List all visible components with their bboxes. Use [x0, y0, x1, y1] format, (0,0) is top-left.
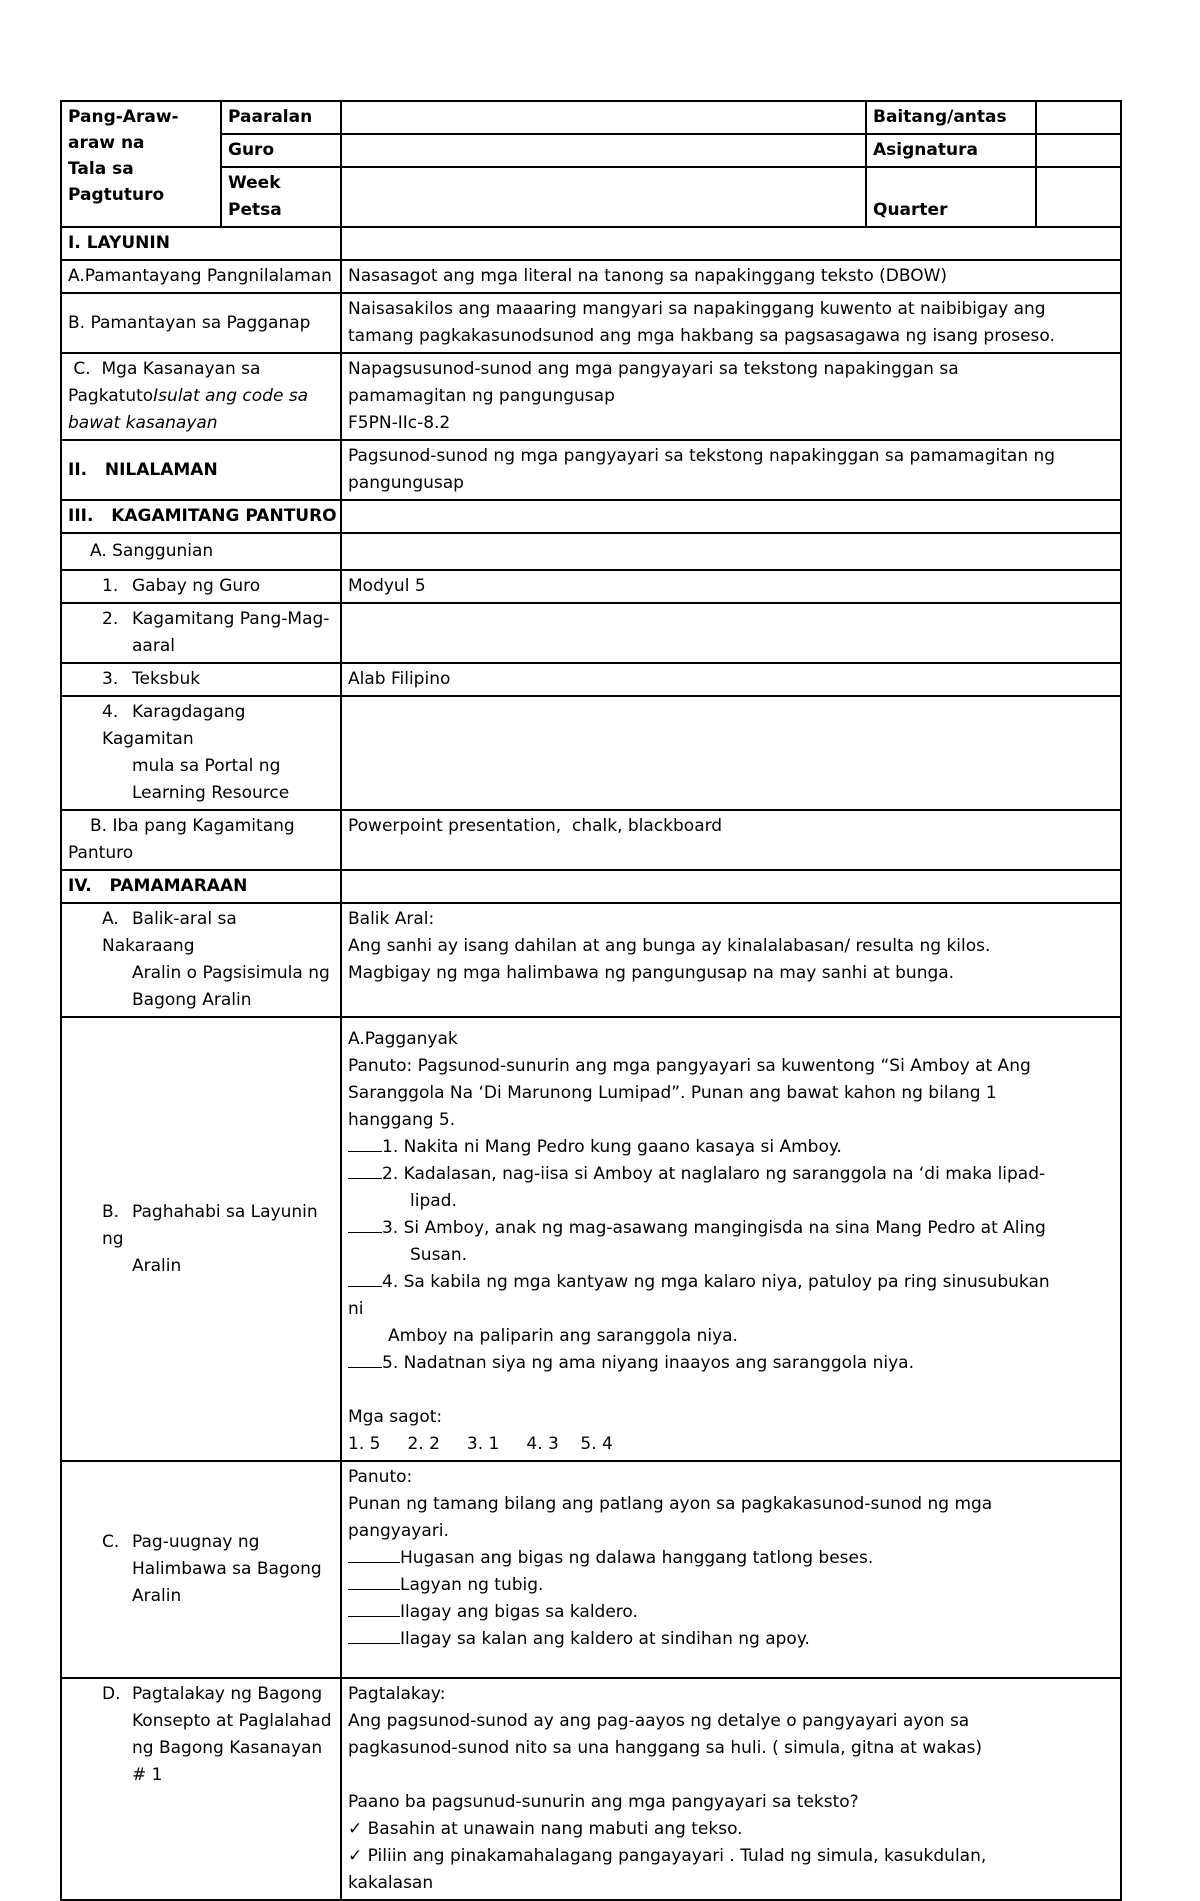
text-line: Ang pagsunod-sunod ay ang pag-aayos ng detalye o pangyayari ayon sa — [348, 1711, 970, 1731]
item-label: Gabay ng Guro — [132, 576, 261, 596]
answer-blank[interactable] — [348, 1615, 400, 1617]
plan-title — [61, 101, 221, 227]
pagganyak-item — [348, 1134, 1114, 1161]
pagganyak-item — [348, 1215, 1114, 1242]
item-label-cont: Aralin — [132, 1255, 182, 1276]
answer-blank[interactable] — [348, 1177, 382, 1179]
text-line: Pagsunod-sunod ng mga pangyayari sa tekstong napakinggan sa pamamagitan ng — [348, 446, 1056, 466]
iba-pang-kagamitan-row — [61, 810, 1121, 870]
item-label-cont: ng Bagong Kasanayan # 1 — [132, 1738, 323, 1785]
title-line: araw na — [68, 133, 145, 153]
asignatura-label: Asignatura — [866, 134, 1036, 167]
layunin-b-label: B. Pamantayan sa Pagganap — [61, 293, 341, 353]
title-line: Pang-Araw- — [68, 107, 179, 127]
item-label-cont: Konsepto at Paglalahad — [132, 1711, 332, 1731]
text-line: kakalasan — [348, 1873, 434, 1893]
paaralan-field[interactable] — [341, 101, 866, 134]
item-text-cont: Amboy na paliparin ang saranggola niya. — [388, 1326, 738, 1346]
item-text: Lagyan ng tubig. — [400, 1575, 544, 1595]
item-number: 2. — [102, 609, 119, 629]
kagamitan-item-label — [61, 696, 341, 810]
asignatura-field[interactable] — [1036, 134, 1121, 167]
item-label: Teksbuk — [132, 669, 201, 689]
pamamaraan-d-value — [341, 1678, 1121, 1900]
text-line: tamang pagkakasunodsunod ang mga hakbang sa pagsasagawa ng isang proseso. — [348, 326, 1055, 346]
item-label-cont: Bagong Aralin — [132, 990, 252, 1010]
item-text: Ilagay sa kalan ang kaldero at sindihan ng apoy. — [400, 1629, 810, 1649]
item-text: Si Amboy, anak ng mag-asawang mangingisda na sina Mang Pedro at Aling — [398, 1218, 1046, 1238]
iba-pang-kagamitan-value: Powerpoint presentation, chalk, blackboard — [341, 810, 1121, 870]
item-number: 5. — [382, 1353, 399, 1373]
pamamaraan-a-row — [61, 903, 1121, 1017]
answer-blank[interactable] — [348, 1588, 400, 1590]
pamamaraan-b-value — [341, 1017, 1121, 1461]
item-text-cont: ni — [348, 1299, 364, 1319]
fill-item — [348, 1572, 1114, 1599]
pamamaraan-heading-row — [61, 870, 1121, 903]
item-number: 4. — [102, 702, 119, 722]
pamamaraan-c-label — [61, 1461, 341, 1678]
text-line: Pagtalakay: — [348, 1684, 446, 1704]
text-line: Panturo — [68, 843, 134, 863]
kagamitan-heading-value — [341, 500, 1121, 533]
baitang-label: Baitang/antas — [866, 101, 1036, 134]
layunin-heading-row — [61, 227, 1121, 260]
item-text: Sa kabila ng mga kantyaw ng mga kalaro niya, patuloy pa ring sinusubukan — [398, 1272, 1050, 1292]
text-line: Panuto: Pagsunod-sunurin ang mga pangyayari sa kuwentong “Si Amboy at Ang — [348, 1056, 1031, 1076]
pamamaraan-c-value — [341, 1461, 1121, 1678]
layunin-c-row — [61, 353, 1121, 440]
layunin-c-label — [61, 353, 341, 440]
nilalaman-heading: II. NILALAMAN — [61, 440, 341, 500]
kagamitan-item-value — [341, 696, 1121, 810]
item-label-cont: Aralin o Pagsisimula ng — [132, 963, 330, 983]
kagamitan-item-label — [61, 603, 341, 663]
pamamaraan-c-row — [61, 1461, 1121, 1678]
text-line: pangyayari. — [348, 1521, 449, 1541]
layunin-b-value — [341, 293, 1121, 353]
item-number: 2. — [382, 1164, 399, 1184]
pagganyak-item — [348, 1161, 1114, 1188]
kagamitan-item-value: Modyul 5 — [341, 570, 1121, 603]
text-line: hanggang 5. — [348, 1110, 456, 1130]
week-label: Week — [228, 173, 281, 193]
petsa-label: Petsa — [228, 200, 282, 220]
baitang-field[interactable] — [1036, 101, 1121, 134]
header-row-1 — [61, 101, 1121, 134]
quarter-label: Quarter — [866, 167, 1036, 226]
sanggunian-label: A. Sanggunian — [61, 533, 341, 570]
text-line: pangungusap — [348, 473, 464, 493]
kagamitan-item-1 — [61, 570, 1121, 603]
text-line: Naisasakilos ang maaaring mangyari sa napakinggang kuwento at naibibigay ang — [348, 299, 1046, 319]
text-line: Saranggola Na ‘Di Marunong Lumipad”. Punan ang bawat kahon ng bilang 1 — [348, 1083, 997, 1103]
paaralan-label: Paaralan — [221, 101, 341, 134]
spacer — [348, 1762, 1114, 1789]
sanggunian-row — [61, 533, 1121, 570]
item-number: C. — [102, 1532, 120, 1552]
quarter-field[interactable] — [1036, 167, 1121, 226]
answer-blank[interactable] — [348, 1231, 382, 1233]
kagamitan-heading-row — [61, 500, 1121, 533]
pamamaraan-a-value — [341, 903, 1121, 1017]
item-label-cont: aaral — [132, 636, 175, 656]
answer-blank[interactable] — [348, 1150, 382, 1152]
text-line: Paano ba pagsunud-sunurin ang mga pangyayari sa teksto? — [348, 1792, 859, 1812]
text-line: bawat kasanayan — [68, 413, 218, 433]
item-label: Karagdagang Kagamitan — [102, 702, 246, 749]
item-number: D. — [102, 1684, 121, 1704]
pagganyak-item — [348, 1269, 1114, 1296]
text-line: Magbigay ng mga halimbawa ng pangungusap na may sanhi at bunga. — [348, 963, 955, 983]
fill-item — [348, 1599, 1114, 1626]
kagamitan-item-value — [341, 603, 1121, 663]
guro-field[interactable] — [341, 134, 866, 167]
fill-item — [348, 1545, 1114, 1572]
item-text: Ilagay ang bigas sa kaldero. — [400, 1602, 638, 1622]
item-text-cont: lipad. — [410, 1191, 457, 1211]
lesson-plan-table — [60, 100, 1122, 1901]
item-number: A. — [102, 909, 119, 929]
kagamitan-item-2 — [61, 603, 1121, 663]
answer-blank[interactable] — [348, 1642, 400, 1644]
layunin-c-value — [341, 353, 1121, 440]
item-label-cont: mula sa Portal ng — [132, 756, 281, 776]
item-label-cont: Learning Resource — [132, 783, 290, 803]
item-text-cont: Susan. — [410, 1245, 468, 1265]
text-line: Balik Aral: — [348, 909, 435, 929]
kagamitan-item-label — [61, 663, 341, 696]
kagamitan-item-3 — [61, 663, 1121, 696]
text-line: Panuto: — [348, 1467, 413, 1487]
text-line: Punan ng tamang bilang ang patlang ayon sa pagkakasunod-sunod ng mga — [348, 1494, 993, 1514]
item-label: Balik-aral sa Nakaraang — [102, 909, 237, 956]
iba-pang-kagamitan-label — [61, 810, 341, 870]
item-label-cont: Halimbawa sa Bagong — [132, 1559, 322, 1579]
item-number: 1. — [382, 1137, 399, 1157]
week-petsa-label — [221, 167, 341, 226]
pamamaraan-heading-value — [341, 870, 1121, 903]
week-petsa-field[interactable] — [341, 167, 866, 226]
layunin-a-value: Nasasagot ang mga literal na tanong sa napakinggang teksto (DBOW) — [341, 260, 1121, 293]
kagamitan-heading: III. KAGAMITANG PANTURO — [61, 500, 341, 533]
item-label: Pagtalakay ng Bagong — [132, 1684, 323, 1704]
answer-blank[interactable] — [348, 1285, 382, 1287]
guro-label: Guro — [221, 134, 341, 167]
pamamaraan-a-label — [61, 903, 341, 1017]
item-text: Hugasan ang bigas ng dalawa hanggang tatlong beses. — [400, 1548, 874, 1568]
pamamaraan-b-label — [61, 1017, 341, 1461]
pamamaraan-d-label — [61, 1678, 341, 1900]
sanggunian-value — [341, 533, 1121, 570]
answer-blank[interactable] — [348, 1561, 400, 1563]
nilalaman-value — [341, 440, 1121, 500]
item-text: Nakita ni Mang Pedro kung gaano kasaya si Amboy. — [398, 1137, 842, 1157]
layunin-a-row — [61, 260, 1121, 293]
text-line: pagkasunod-sunod nito sa una hanggang sa huli. ( simula, gitna at wakas) — [348, 1738, 983, 1758]
item-label: Pag-uugnay ng — [132, 1532, 260, 1552]
title-line: Tala sa — [68, 159, 134, 179]
item-text: Kadalasan, nag-iisa si Amboy at naglalaro ng saranggola na ‘di maka lipad- — [398, 1164, 1046, 1184]
text-line: C. Mga Kasanayan sa — [68, 359, 261, 379]
kagamitan-item-label — [61, 570, 341, 603]
fill-item — [348, 1626, 1114, 1653]
item-number: 3. — [382, 1218, 399, 1238]
item-text: Nadatnan siya ng ama niyang inaayos ang saranggola niya. — [398, 1353, 914, 1373]
text-line — [68, 383, 334, 410]
text-line: Ang sanhi ay isang dahilan at ang bunga ay kinalalabasan/ resulta ng kilos. — [348, 936, 991, 956]
text-span: Isulat ang code sa — [153, 386, 309, 406]
item-number: B. — [102, 1201, 120, 1222]
lesson-plan-sheet — [60, 100, 1120, 1901]
sagot-values: 1. 5 2. 2 3. 1 4. 3 5. 4 — [348, 1434, 613, 1454]
code-line: F5PN-IIc-8.2 — [348, 413, 451, 433]
layunin-b-row — [61, 293, 1121, 353]
item-number: 3. — [102, 669, 119, 689]
text-span: Pagkatuto — [68, 386, 154, 406]
pamamaraan-heading: IV. PAMAMARAAN — [61, 870, 341, 903]
kagamitan-item-value: Alab Filipino — [341, 663, 1121, 696]
answer-blank[interactable] — [348, 1366, 382, 1368]
title-line: Pagtuturo — [68, 185, 165, 205]
text-line: pamamagitan ng pangungusap — [348, 386, 615, 406]
item-number: 4. — [382, 1272, 399, 1292]
layunin-heading: I. LAYUNIN — [61, 227, 341, 260]
kagamitan-item-4 — [61, 696, 1121, 810]
spacer — [348, 1377, 1114, 1404]
pamamaraan-d-row — [61, 1678, 1121, 1900]
text-line: A.Pagganyak — [348, 1029, 458, 1049]
checklist-line: ✓ Piliin ang pinakamahalagang pangayayari . Tulad ng simula, kasukdulan, — [348, 1846, 987, 1866]
sagot-label: Mga sagot: — [348, 1407, 443, 1427]
layunin-a-label: A.Pamantayang Pangnilalaman — [61, 260, 341, 293]
item-label-cont: Aralin — [132, 1586, 182, 1606]
item-number: 1. — [102, 576, 119, 596]
pamamaraan-b-row — [61, 1017, 1121, 1461]
item-label: Kagamitang Pang-Mag- — [132, 609, 330, 629]
item-label: Paghahabi sa Layunin ng — [102, 1201, 318, 1249]
nilalaman-row — [61, 440, 1121, 500]
pagganyak-item — [348, 1350, 1114, 1377]
text-line: B. Iba pang Kagamitang — [90, 816, 295, 836]
text-line: Napagsusunod-sunod ang mga pangyayari sa tekstong napakinggan sa — [348, 359, 959, 379]
layunin-heading-value — [341, 227, 1121, 260]
checklist-line: ✓ Basahin at unawain nang mabuti ang tekso. — [348, 1819, 743, 1839]
